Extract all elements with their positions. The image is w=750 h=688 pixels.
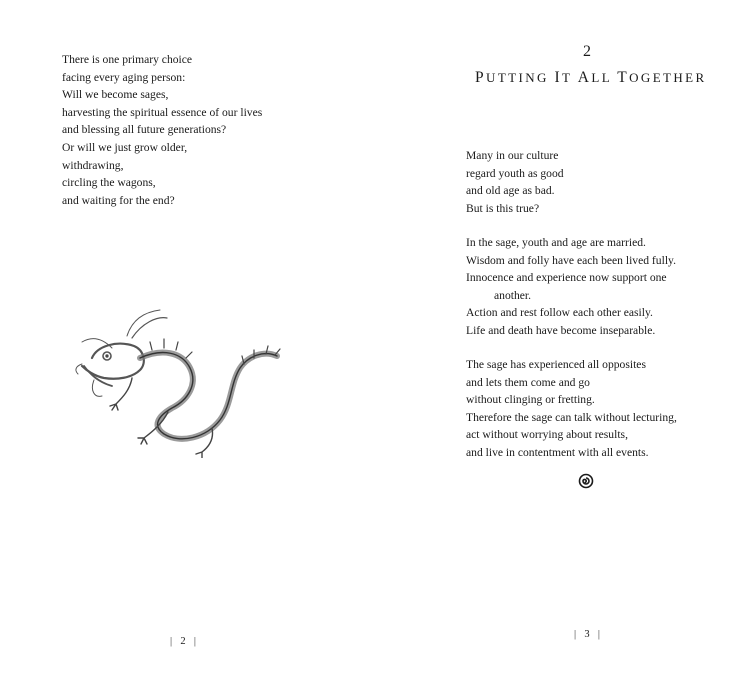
poem-line: act without worrying about results,	[466, 428, 628, 442]
poem-line: withdrawing,	[62, 158, 124, 172]
poem-line: There is one primary choice	[62, 53, 193, 66]
poem-line: Wisdom and folly have each been lived fully.	[466, 253, 676, 267]
poem-line: and blessing all future generations?	[62, 123, 227, 137]
stanza-3	[466, 356, 677, 462]
stanza-2	[466, 234, 676, 340]
poem-line: Or will we just grow older,	[62, 140, 188, 154]
poem-line: The sage has experienced all opposites	[466, 358, 646, 371]
poem-line: Many in our culture	[466, 149, 559, 162]
stanza-1	[466, 147, 564, 217]
poem-line: Will we become sages,	[62, 88, 169, 102]
poem-line: another.	[494, 288, 532, 302]
poem-line: In the sage, youth and age are married.	[466, 236, 646, 249]
poem-line: and lets them come and go	[466, 375, 590, 389]
chapter-number: 2	[583, 43, 592, 60]
poem-line: But is this true?	[466, 201, 540, 215]
poem-line: facing every aging person:	[62, 70, 186, 84]
poem-line: Therefore the sage can talk without lecturing,	[466, 410, 677, 424]
poem-line: Innocence and experience now support one	[466, 271, 667, 285]
poem-line: circling the wagons,	[62, 176, 156, 190]
poem-line: regard youth as good	[466, 166, 564, 180]
poem-line: harvesting the spiritual essence of our lives	[62, 105, 263, 119]
right-page	[375, 0, 750, 688]
page-number-left: | 2 |	[170, 636, 197, 647]
poem-line: and live in contentment with all events.	[466, 445, 649, 459]
poem-line: and old age as bad.	[466, 184, 555, 198]
chapter-title: PUTTING IT ALL TOGETHER	[475, 69, 707, 86]
spiral-icon	[578, 473, 594, 489]
poem-line: and waiting for the end?	[62, 193, 175, 207]
left-poem	[62, 51, 262, 209]
page-number-right: | 3 |	[574, 629, 601, 640]
poem-line: Action and rest follow each other easily.	[466, 306, 653, 320]
dragon-illustration	[72, 308, 287, 458]
poem-line: without clinging or fretting.	[466, 393, 595, 407]
poem-line: Life and death have become inseparable.	[466, 323, 656, 337]
